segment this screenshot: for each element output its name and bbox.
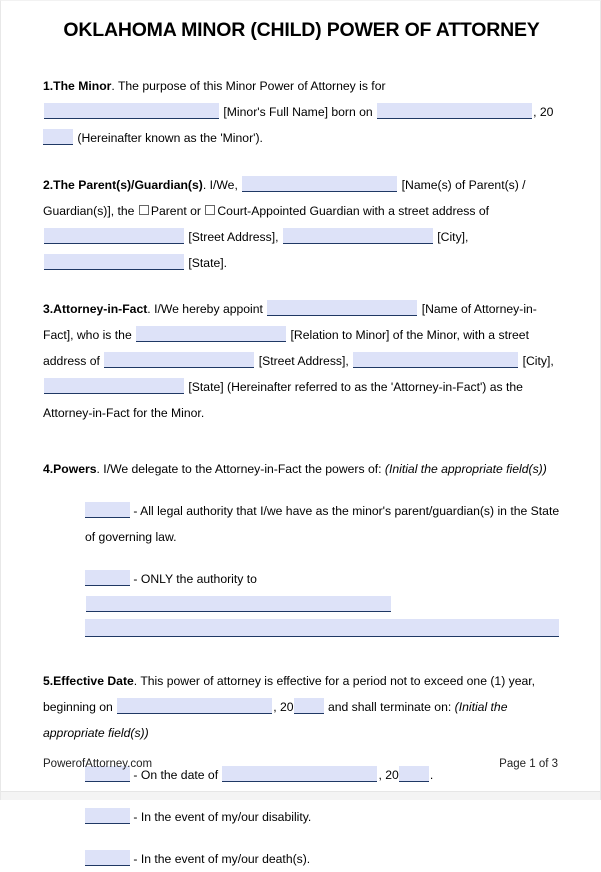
section-3-text-5: [City], bbox=[522, 354, 554, 368]
minor-birthdate-field[interactable] bbox=[377, 103, 532, 119]
powers-only-initial-field[interactable] bbox=[85, 570, 130, 586]
termination-death-initial-field[interactable] bbox=[85, 850, 130, 866]
section-the-minor bbox=[43, 73, 560, 151]
section-powers bbox=[43, 456, 560, 637]
checkbox-parent-label: Parent or bbox=[150, 204, 201, 218]
section-3-number: 3. bbox=[43, 302, 54, 316]
attorney-name-field[interactable] bbox=[267, 300, 417, 316]
powers-option-all bbox=[85, 498, 560, 550]
powers-only-description-line-2[interactable] bbox=[85, 619, 559, 637]
page-footer bbox=[43, 758, 558, 770]
section-1-text-1: . The purpose of this Minor Power of Attorney is for bbox=[111, 79, 386, 93]
section-2-text-1: . I/We, bbox=[202, 178, 238, 192]
section-2-text-2: [Name(s) of Parent(s) / Guardian(s)], the bbox=[43, 178, 526, 218]
effective-begin-date-field[interactable] bbox=[117, 698, 272, 714]
attorney-city-field[interactable] bbox=[353, 352, 518, 368]
footer-page-number: Page 1 of 3 bbox=[499, 758, 558, 770]
termination-disability-initial-field[interactable] bbox=[85, 808, 130, 824]
section-3-text-6: [State] (Hereinafter referred to as the 'Attorney-in-Fact') as the Attorney-in-Fact for the Minor. bbox=[43, 380, 523, 420]
termination-option-disability bbox=[85, 804, 560, 830]
termination-date-label-after: . bbox=[429, 768, 434, 782]
section-5-instruction: (Initial the appropriate field(s)) bbox=[43, 700, 508, 740]
section-1-text-4: (Hereinafter known as the 'Minor'). bbox=[77, 131, 263, 145]
section-1-number: 1. bbox=[43, 79, 54, 93]
footer-site-name: PowerofAttorney.com bbox=[43, 758, 153, 770]
section-5-number: 5. bbox=[43, 674, 54, 688]
section-3-text-4: [Street Address], bbox=[258, 354, 349, 368]
termination-death-label: - In the event of my/our death(s). bbox=[133, 852, 311, 866]
termination-option-death bbox=[85, 846, 560, 872]
section-2-number: 2. bbox=[43, 178, 54, 192]
section-5-heading: Effective Date bbox=[53, 674, 134, 688]
section-4-instruction: (Initial the appropriate field(s)) bbox=[384, 462, 547, 476]
section-2-text-3: [Street Address], bbox=[188, 230, 279, 244]
termination-year-prefix: , 20 bbox=[378, 768, 399, 782]
parent-street-address-field[interactable] bbox=[44, 228, 184, 244]
section-2-text-4: [City], bbox=[437, 230, 469, 244]
section-5-year-prefix: , 20 bbox=[273, 700, 294, 714]
section-parents-guardians bbox=[43, 172, 560, 276]
page-title: OKLAHOMA MINOR (CHILD) POWER OF ATTORNEY bbox=[63, 19, 540, 41]
effective-begin-year-field[interactable] bbox=[294, 698, 324, 714]
attorney-state-field[interactable] bbox=[44, 378, 184, 394]
section-4-text-1: . I/We delegate to the Attorney-in-Fact the powers of: bbox=[96, 462, 382, 476]
section-5-text-1: . This power of attorney is effective for a period not to exceed one (1) year, beginning on bbox=[43, 674, 536, 714]
powers-all-label: - All legal authority that I/we have as the minor's parent/guardian(s) in the State of governing law. bbox=[85, 504, 560, 544]
section-3-heading: Attorney-in-Fact bbox=[53, 302, 148, 316]
page-bottom-strip bbox=[1, 791, 600, 800]
parent-guardian-name-field[interactable] bbox=[242, 176, 397, 192]
section-1-year-prefix: , 20 bbox=[533, 105, 554, 119]
powers-only-label: - ONLY the authority to bbox=[133, 572, 257, 586]
section-1-heading: The Minor bbox=[53, 79, 112, 93]
parent-state-field[interactable] bbox=[44, 254, 184, 270]
powers-only-description-line-1[interactable] bbox=[86, 596, 391, 612]
section-effective-date bbox=[43, 668, 560, 872]
section-4-number: 4. bbox=[43, 462, 54, 476]
section-attorney-in-fact bbox=[43, 296, 560, 426]
checkbox-parent[interactable] bbox=[139, 205, 149, 215]
termination-date-label-before: - On the date of bbox=[133, 768, 219, 782]
section-2-text-5: [State]. bbox=[188, 256, 228, 270]
section-1-text-2: [Minor's Full Name] born on bbox=[223, 105, 373, 119]
checkbox-court-appointed-guardian[interactable] bbox=[205, 205, 215, 215]
section-2-heading: The Parent(s)/Guardian(s) bbox=[53, 178, 203, 192]
minor-name-field[interactable] bbox=[44, 103, 219, 119]
section-3-text-1: . I/We hereby appoint bbox=[147, 302, 263, 316]
checkbox-guardian-label: Court-Appointed Guardian with a street address of bbox=[217, 204, 490, 218]
minor-birth-year-field[interactable] bbox=[43, 129, 73, 145]
attorney-relation-field[interactable] bbox=[136, 326, 286, 342]
attorney-street-address-field[interactable] bbox=[104, 352, 254, 368]
document-content bbox=[43, 1, 560, 872]
section-3-text-3: [Relation to Minor] of the Minor, with a street address of bbox=[43, 328, 529, 368]
parent-city-field[interactable] bbox=[283, 228, 433, 244]
termination-disability-label: - In the event of my/our disability. bbox=[133, 810, 312, 824]
powers-option-only bbox=[85, 566, 560, 618]
section-5-text-2: and shall terminate on: bbox=[327, 700, 452, 714]
section-4-heading: Powers bbox=[53, 462, 97, 476]
powers-all-initial-field[interactable] bbox=[85, 502, 130, 518]
section-3-text-2: [Name of Attorney-in-Fact], who is the bbox=[43, 302, 537, 342]
